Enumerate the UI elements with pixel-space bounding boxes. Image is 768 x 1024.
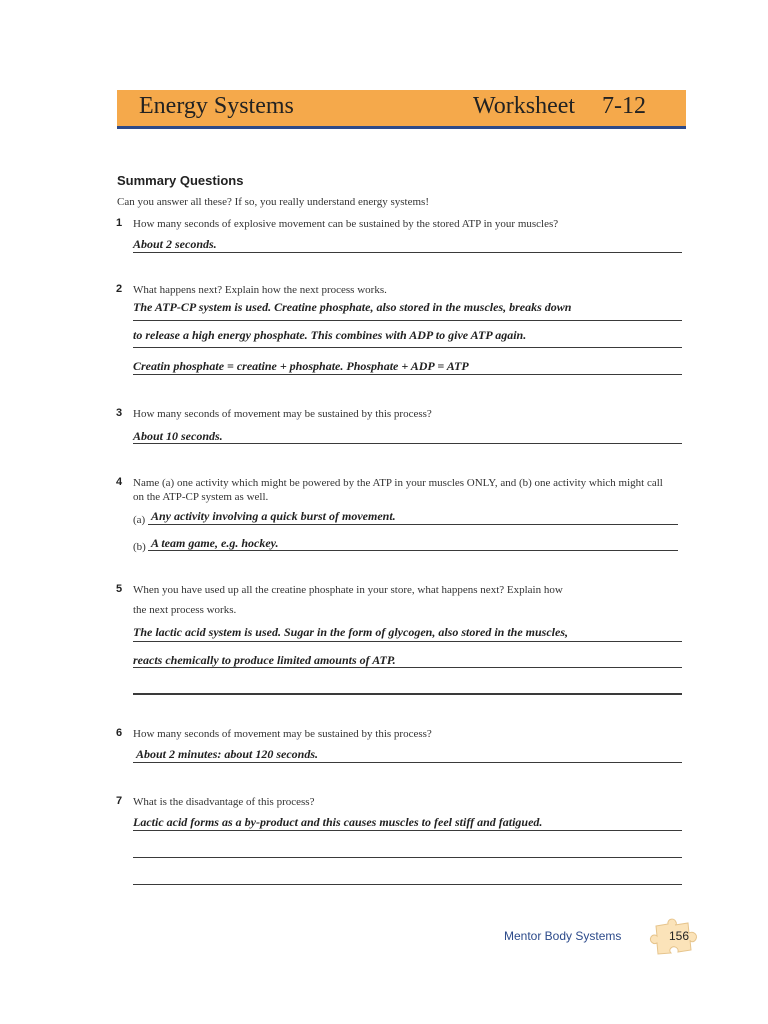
question-number: 6 <box>116 727 123 739</box>
publisher-name: Mentor Body Systems <box>504 929 622 943</box>
worksheet-number: 7-12 <box>602 93 646 119</box>
question-text: Name (a) one activity which might be powered by the ATP in your muscles ONLY, and (b) one activity which might call on the ATP-CP system as well. <box>133 477 663 503</box>
worksheet-header <box>117 90 686 129</box>
question-number: 1 <box>116 217 123 229</box>
answer-text[interactable]: About 10 seconds. <box>133 429 223 443</box>
summary-heading: Summary Questions <box>117 173 244 188</box>
question-text: What is the disadvantage of this process? <box>133 796 315 808</box>
answer-text[interactable]: Lactic acid forms as a by-product and this causes muscles to feel stiff and fatigued. <box>133 815 543 829</box>
worksheet-title: Energy Systems <box>139 93 294 119</box>
answer-line <box>133 252 682 253</box>
answer-line <box>133 443 682 444</box>
question-text: How many seconds of movement may be sustained by this process? <box>133 728 432 740</box>
answer-line <box>148 524 678 525</box>
answer-text[interactable]: A team game, e.g. hockey. <box>151 536 279 550</box>
question-text: What happens next? Explain how the next process works. <box>133 284 387 296</box>
answer-text[interactable]: The ATP-CP system is used. Creatine phosphate, also stored in the muscles, breaks down <box>133 300 572 314</box>
question-number: 2 <box>116 283 123 295</box>
answer-line <box>133 320 682 321</box>
part-label-b: (b) <box>133 541 146 553</box>
answer-line <box>133 374 682 375</box>
question-number: 4 <box>116 476 123 488</box>
answer-line <box>133 347 682 348</box>
part-label-a: (a) <box>133 514 146 526</box>
question-text: How many seconds of explosive movement can be sustained by the stored ATP in your muscles? <box>133 218 559 230</box>
question-number: 3 <box>116 407 123 419</box>
question-text: How many seconds of movement may be sustained by this process? <box>133 408 432 420</box>
worksheet-label: Worksheet <box>473 93 576 119</box>
answer-line <box>133 667 682 668</box>
answer-text[interactable]: The lactic acid system is used. Sugar in the form of glycogen, also stored in the muscles, <box>133 625 568 639</box>
summary-intro: Can you answer all these? If so, you really understand energy systems! <box>117 196 429 208</box>
answer-text[interactable]: Creatin phosphate = creatine + phosphate. Phosphate + ADP = ATP <box>133 359 469 373</box>
question-text: When you have used up all the creatine phosphate in your store, what happens next? Explain how <box>133 584 563 596</box>
answer-text[interactable]: reacts chemically to produce limited amounts of ATP. <box>133 653 396 667</box>
question-text-continued: the next process works. <box>133 604 237 616</box>
answer-text[interactable]: to release a high energy phosphate. This combines with ADP to give ATP again. <box>133 328 527 342</box>
answer-line-blank[interactable] <box>133 857 682 858</box>
answer-line-blank[interactable] <box>133 884 682 885</box>
question-number: 7 <box>116 795 123 807</box>
answer-text[interactable]: About 2 seconds. <box>133 237 217 251</box>
answer-line <box>148 550 678 551</box>
answer-line-blank[interactable] <box>133 693 682 695</box>
answer-line <box>133 641 682 642</box>
answer-line <box>133 762 682 763</box>
answer-text[interactable]: Any activity involving a quick burst of movement. <box>151 509 396 523</box>
answer-text[interactable]: About 2 minutes: about 120 seconds. <box>136 747 319 761</box>
question-number: 5 <box>116 583 123 595</box>
answer-line <box>133 830 682 831</box>
page-number: 156 <box>669 929 690 943</box>
